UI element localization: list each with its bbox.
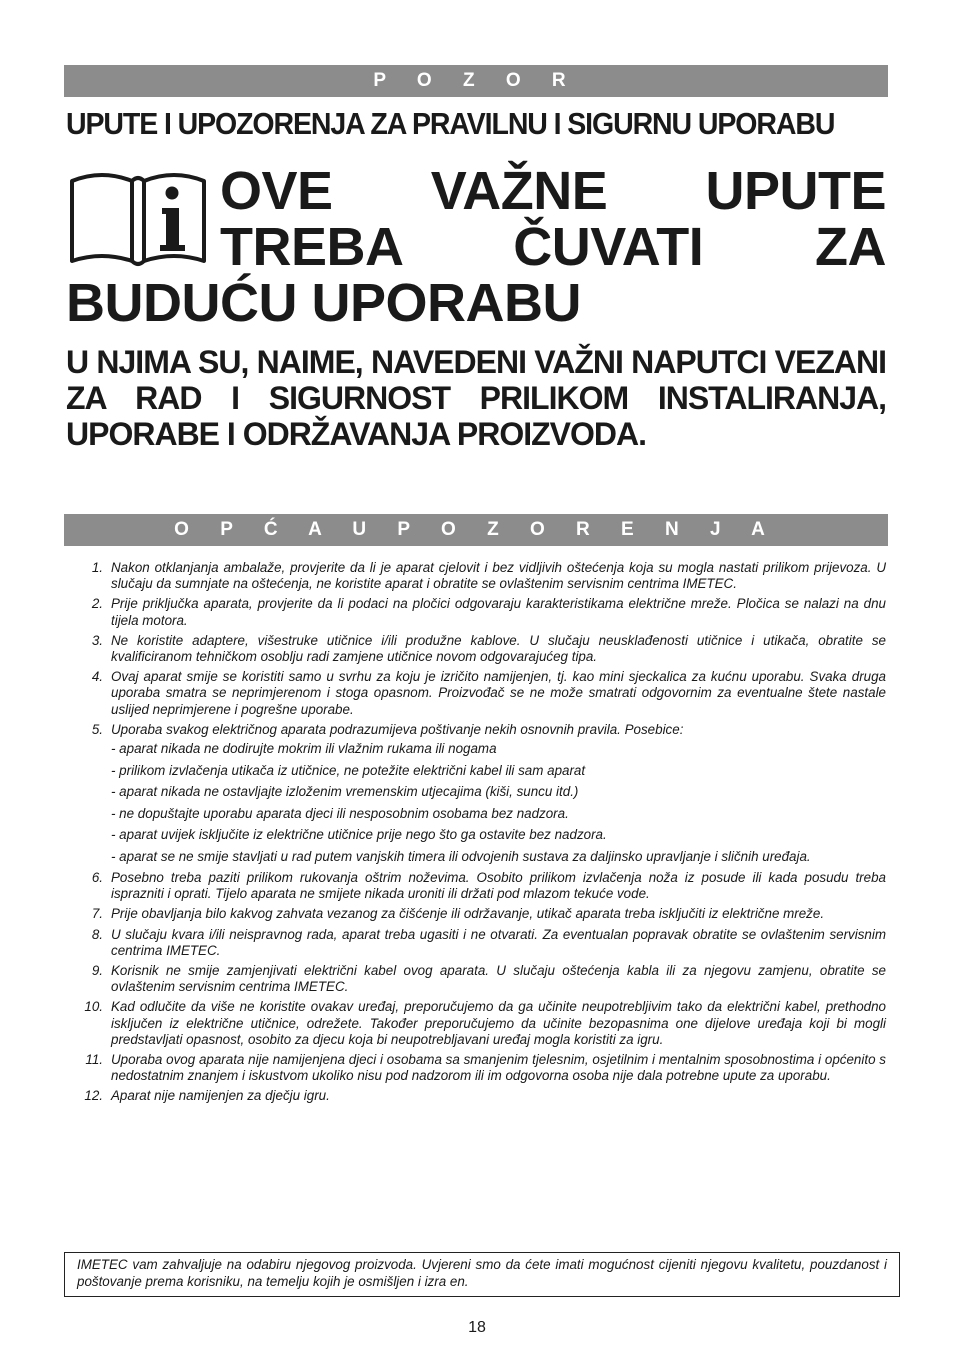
sub-item: - ne dopuštajte uporabu aparata djeci ili nesposobnim osobama bez nadzora. (111, 805, 569, 821)
item-number: 4. (91, 669, 103, 685)
section-subtitle: UPUTE I UPOZORENJA ZA PRAVILNU I SIGURNU UPORABU (66, 106, 835, 141)
sub-item: - aparat nikada ne ostavljajte izloženim vremenskim utjecajima (kiši, suncu itd.) (111, 784, 579, 800)
sub-item: - prilikom izvlačenja utikača iz utičnice, ne potežite električni kabel ili sam aparat (111, 762, 586, 778)
item-number: 6. (91, 870, 103, 886)
sub-item: - aparat uvijek isključite iz električne utičnice prije nego što ga ostavite bez nadzora. (111, 827, 607, 843)
item-text: Prije priključka aparata, provjerite da li podaci na pločici odgovaraju karakteristikama električne mreže. Pločica se nalazi na dnu tijela motora. (111, 596, 886, 628)
warnings-list (70, 560, 886, 1109)
item-number: 7. (91, 906, 103, 922)
item-number: 11. (85, 1052, 103, 1068)
item-text: Ovaj aparat smije se koristiti samo u svrhu za koju je izričito namijenjen, tj. kao mini sjeckalica za kućnu uporabu. Svaka druga uporaba smatra se neprimjerenom i stoga opasnom. Proizvođač se ne može smatrati odgovornim za eventualne štete nastale uslijed neprimjerene i pogrešne uporabe. (111, 669, 886, 717)
notice-lead: U NJIMA SU, NAIME, NAVEDENI VAŽNI NAPUTCI VEZANI ZA RAD I SIGURNOST PRILIKOM INSTALIRANJA, UPORABE I ODRŽAVANJA PROIZVODA. (66, 344, 886, 452)
item-text: Aparat nije namijenjen za dječju igru. (111, 1088, 330, 1104)
item-text: Kad odlučite da više ne koristite ovakav uređaj, preporučujemo da ga učinite neupotrebljivim tako da električni kabel, prethodno isključen iz električne utičnice, odrežete. Također preporučujemo da učinite bezopasnima one dijelove uređaja koji bi mogli predstavljati opasnost, osobito za djecu koja bi neupotrebljavani uređaj mogla koristiti za igru. (111, 999, 886, 1047)
warnings-banner: O P Ć A U P O Z O R E N J A (64, 514, 888, 546)
item-number: 1. (91, 560, 103, 575)
item-number: 10. (84, 999, 103, 1015)
thank-you-note: IMETEC vam zahvaljuje na odabiru njegovog proizvoda. Uvjereni smo da ćete imati mogućnost cijeniti njegovu kvalitetu, pouzdanost i poštovanje prema korisniku, na temelju kojih je osmišljen i izra en. (64, 1252, 900, 1297)
list-item (70, 999, 886, 1048)
list-item (70, 906, 886, 922)
item-text: Ne koristite adaptere, višestruke utičnice i/ili produžne kablove. U slučaju neusklađenosti utičnice i utikača, obratite se kvalificiranom tehničkom osoblju radi zamjene utičnice novom odgovarajućeg tipa. (111, 632, 886, 665)
sub-item: - aparat nikada ne dodirujte mokrim ili vlažnim rukama ili nogama (111, 741, 497, 757)
item-number: 2. (91, 596, 103, 612)
item-text: Korisnik ne smije zamjenjivati električni kabel ovog aparata. U slučaju oštećenja kabla ili za njegovu zamjenu, obratite se ovlaštenim servisnim centrima IMETEC. (111, 963, 886, 995)
page-number: 18 (468, 1319, 486, 1336)
list-item (70, 963, 886, 995)
item-number: 5. (91, 721, 103, 737)
item-number: 8. (91, 926, 103, 942)
item-number: 12. (84, 1088, 103, 1104)
notice-title: OVE VAŽNE UPUTE TREBA ČUVATI ZA BUDUĆU UPORABU (66, 161, 886, 333)
item-text: Uporaba svakog električnog aparata podrazumijeva poštivanje nekih osnovnih pravila. Posebice: (111, 721, 684, 737)
info-book-icon (66, 165, 210, 269)
item-text: Nakon otklanjanja ambalaže, provjerite da li je aparat cjelovit i bez vidljivih oštećenja koja su mogla nastati prilikom prijevoza. U slučaju da sumnjate na oštećenja, ne koristite aparat i obratite se ovlaštenim servisnim centrima IMETEC. (111, 560, 886, 592)
item-text: Uporaba ovog aparata nije namijenjena djeci i osobama sa smanjenim tjelesnim, osjetilnim i mentalnim sposobnostima i općenito s nedostatnim znanjem i iskustvom ukoliko nisu pod nadzorom ili im odgovorna osoba nije dala potrebne upute za uporabu. (111, 1052, 886, 1084)
list-item (70, 927, 886, 959)
list-item (70, 1088, 886, 1104)
item-number: 3. (91, 632, 103, 648)
sub-item: - aparat se ne smije stavljati u rad putem vanjskih timera ili odvojenih sustava za daljinsko upravljanje i sličnih uređaja. (111, 848, 811, 864)
item-number: 9. (91, 963, 103, 979)
pozor-banner: P O Z O R (64, 65, 888, 97)
item-text: Prije obavljanja bilo kakvog zahvata vezanog za čišćenje ili održavanje, utikač aparata treba isključiti iz električne mreže. (111, 906, 825, 922)
item-text: U slučaju kvara i/ili neispravnog rada, aparat treba ugasiti i ne otvarati. Za eventualan popravak obratite se ovlaštenim servisnim centrima IMETEC. (111, 926, 886, 958)
list-item (70, 722, 886, 865)
item-text: Posebno treba paziti prilikom rukovanja oštrim noževima. Osobito prilikom izvlačenja noža iz posude ili kada posudu treba isprazniti i oprati. Tijelo aparata ne smijete nikada uroniti ili držati pod mlazom tekuće vode. (111, 870, 886, 902)
sub-list (111, 741, 886, 865)
list-item (70, 669, 886, 718)
notice-block (66, 163, 886, 331)
list-item (70, 870, 886, 902)
list-item (70, 596, 886, 628)
list-item (70, 1052, 886, 1084)
list-item (70, 560, 886, 592)
list-item (70, 633, 886, 665)
